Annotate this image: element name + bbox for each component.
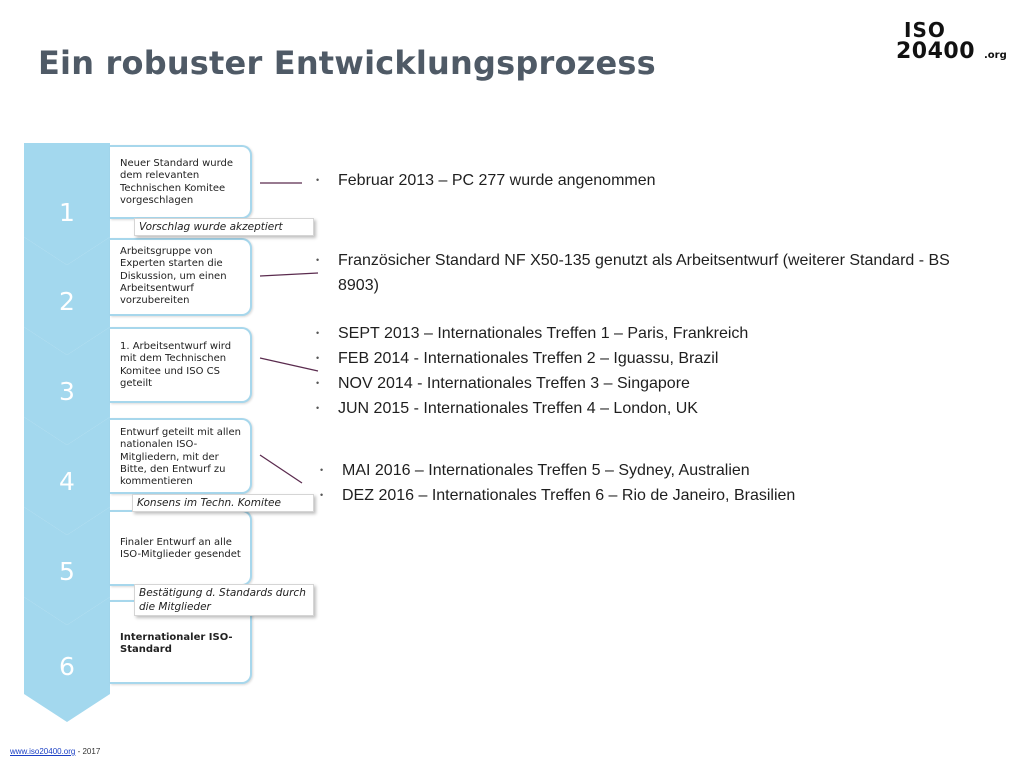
bullet-item: • Französicher Standard NF X50-135 genutzt als Arbeitsentwurf (weiterer Standard - BS 8903) <box>316 248 966 298</box>
bullet-group-1 <box>316 168 976 193</box>
bullet-group-3 <box>316 321 976 421</box>
page-title: Ein robuster Entwicklungsprozess <box>38 44 656 82</box>
step-number: 5 <box>59 557 75 586</box>
bullet-group-2 <box>316 248 966 298</box>
connector-line-3 <box>260 358 318 371</box>
step-text: Arbeitsgruppe von Experten starten die Diskussion, um einen Arbeitsentwurf vorzubereiten <box>120 246 227 307</box>
logo-line1: ISO <box>904 18 946 42</box>
bullet-group-4 <box>320 458 980 508</box>
step-text: 1. Arbeitsentwurf wird mit dem Technischen Komitee und ISO CS geteilt <box>120 341 232 389</box>
note-proposal-accepted: Vorschlag wurde akzeptiert <box>134 218 314 236</box>
step-text: Finaler Entwurf an alle ISO-Mitglieder gesendet <box>120 537 241 561</box>
bullet-item: • SEPT 2013 – Internationales Treffen 1 – Paris, Frankreich <box>316 321 976 346</box>
connector-line-2 <box>260 273 318 276</box>
step-number: 4 <box>59 467 75 496</box>
step-text: Internationaler ISO-Standard <box>120 632 233 656</box>
bullet-item: • DEZ 2016 – Internationales Treffen 6 – Rio de Janeiro, Brasilien <box>320 483 980 508</box>
step-text: Neuer Standard wurde dem relevanten Technischen Komitee vorgeschlagen <box>120 158 234 206</box>
connector-line-4 <box>260 455 302 483</box>
footer <box>10 747 100 756</box>
step-text: Entwurf geteilt mit allen nationalen ISO-Mitgliedern, mit der Bitte, den Entwurf zu kommentieren <box>120 427 241 488</box>
step-number: 6 <box>59 652 75 681</box>
bullet-item: • MAI 2016 – Internationales Treffen 5 – Sydney, Australien <box>320 458 980 483</box>
step-number: 1 <box>59 198 75 227</box>
footer-year: - 2017 <box>75 747 101 756</box>
bullet-item: • JUN 2015 - Internationales Treffen 4 – London, UK <box>316 396 976 421</box>
step-number: 2 <box>59 287 75 316</box>
bullet-item: • NOV 2014 - Internationales Treffen 3 – Singapore <box>316 371 976 396</box>
step-number: 3 <box>59 377 75 406</box>
footer-link[interactable]: www.iso20400.org <box>10 747 76 756</box>
bullet-item: • Februar 2013 – PC 277 wurde angenommen <box>316 168 976 193</box>
logo-line2: 20400 <box>896 39 976 64</box>
note-consensus: Konsens im Techn. Komitee <box>132 494 314 512</box>
note-confirmation: Bestätigung d. Standards durch die Mitglieder <box>134 584 314 616</box>
logo-suffix: .org <box>984 50 1007 61</box>
bullet-item: • FEB 2014 - Internationales Treffen 2 – Iguassu, Brazil <box>316 346 976 371</box>
